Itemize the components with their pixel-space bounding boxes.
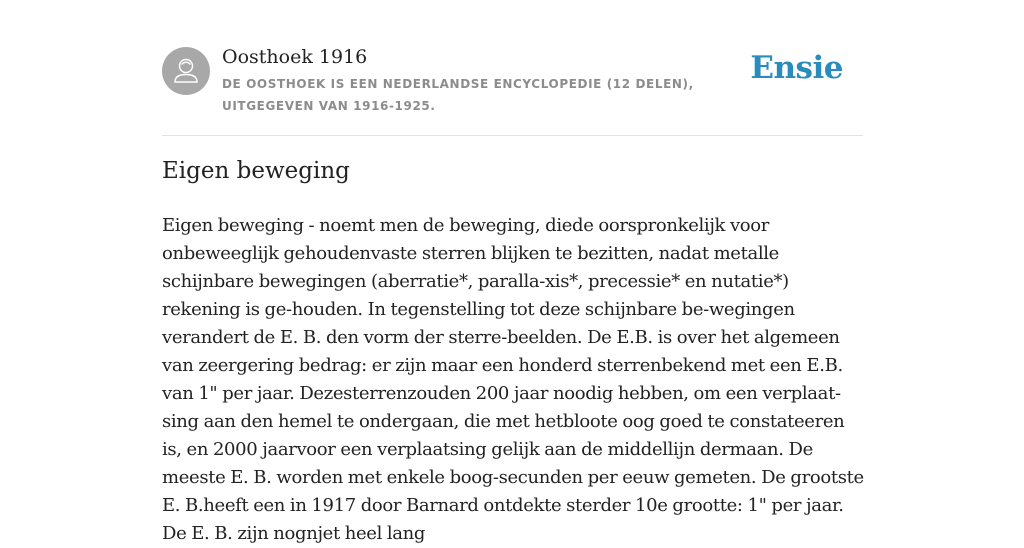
article-body: Eigen beweging - noemt men de beweging, diede oorspronkelijk voor onbeweeglijk gehoudenvaste sterren blijken te bezitten, nadat metalle schijnbare bewegingen (aberratie*, paralla-xis*, precessie* en nutatie*) rekening is ge-houden. In tegenstelling tot deze schijnbare be-wegingen verandert de E. B. den vorm der sterre-beelden. De E.B. is over het algemeen van zeergering bedrag: er zijn maar een honderd sterrenbekend met een E.B. van 1" per jaar. Dezesterrenzouden 200 jaar noodig hebben, om een verplaat-sing aan den hemel te ondergaan, die met hetbloote oog goed te constateeren is, en 2000 jaarvoor een verplaatsing gelijk aan de middellijn dermaan. De meeste E. B. worden met enkele boog-secunden per eeuw gemeten. De grootste E. B.heeft een in 1917 door Barnard ontdekte sterder 10e grootte: 1" per jaar. De E. B. zijn nognjet heel lang	[162, 215, 864, 544]
source-header	[162, 0, 863, 136]
article-title: Eigen beweging	[162, 158, 350, 184]
page-container	[162, 0, 864, 544]
user-avatar-icon[interactable]	[162, 47, 210, 95]
source-title[interactable]: Oosthoek 1916	[222, 46, 368, 68]
ensie-logo[interactable]: Ensie	[750, 50, 843, 86]
source-description: DE OOSTHOEK IS EEN NEDERLANDSE ENCYCLOPEDIE (12 DELEN), UITGEGEVEN VAN 1916-1925.	[222, 77, 694, 113]
